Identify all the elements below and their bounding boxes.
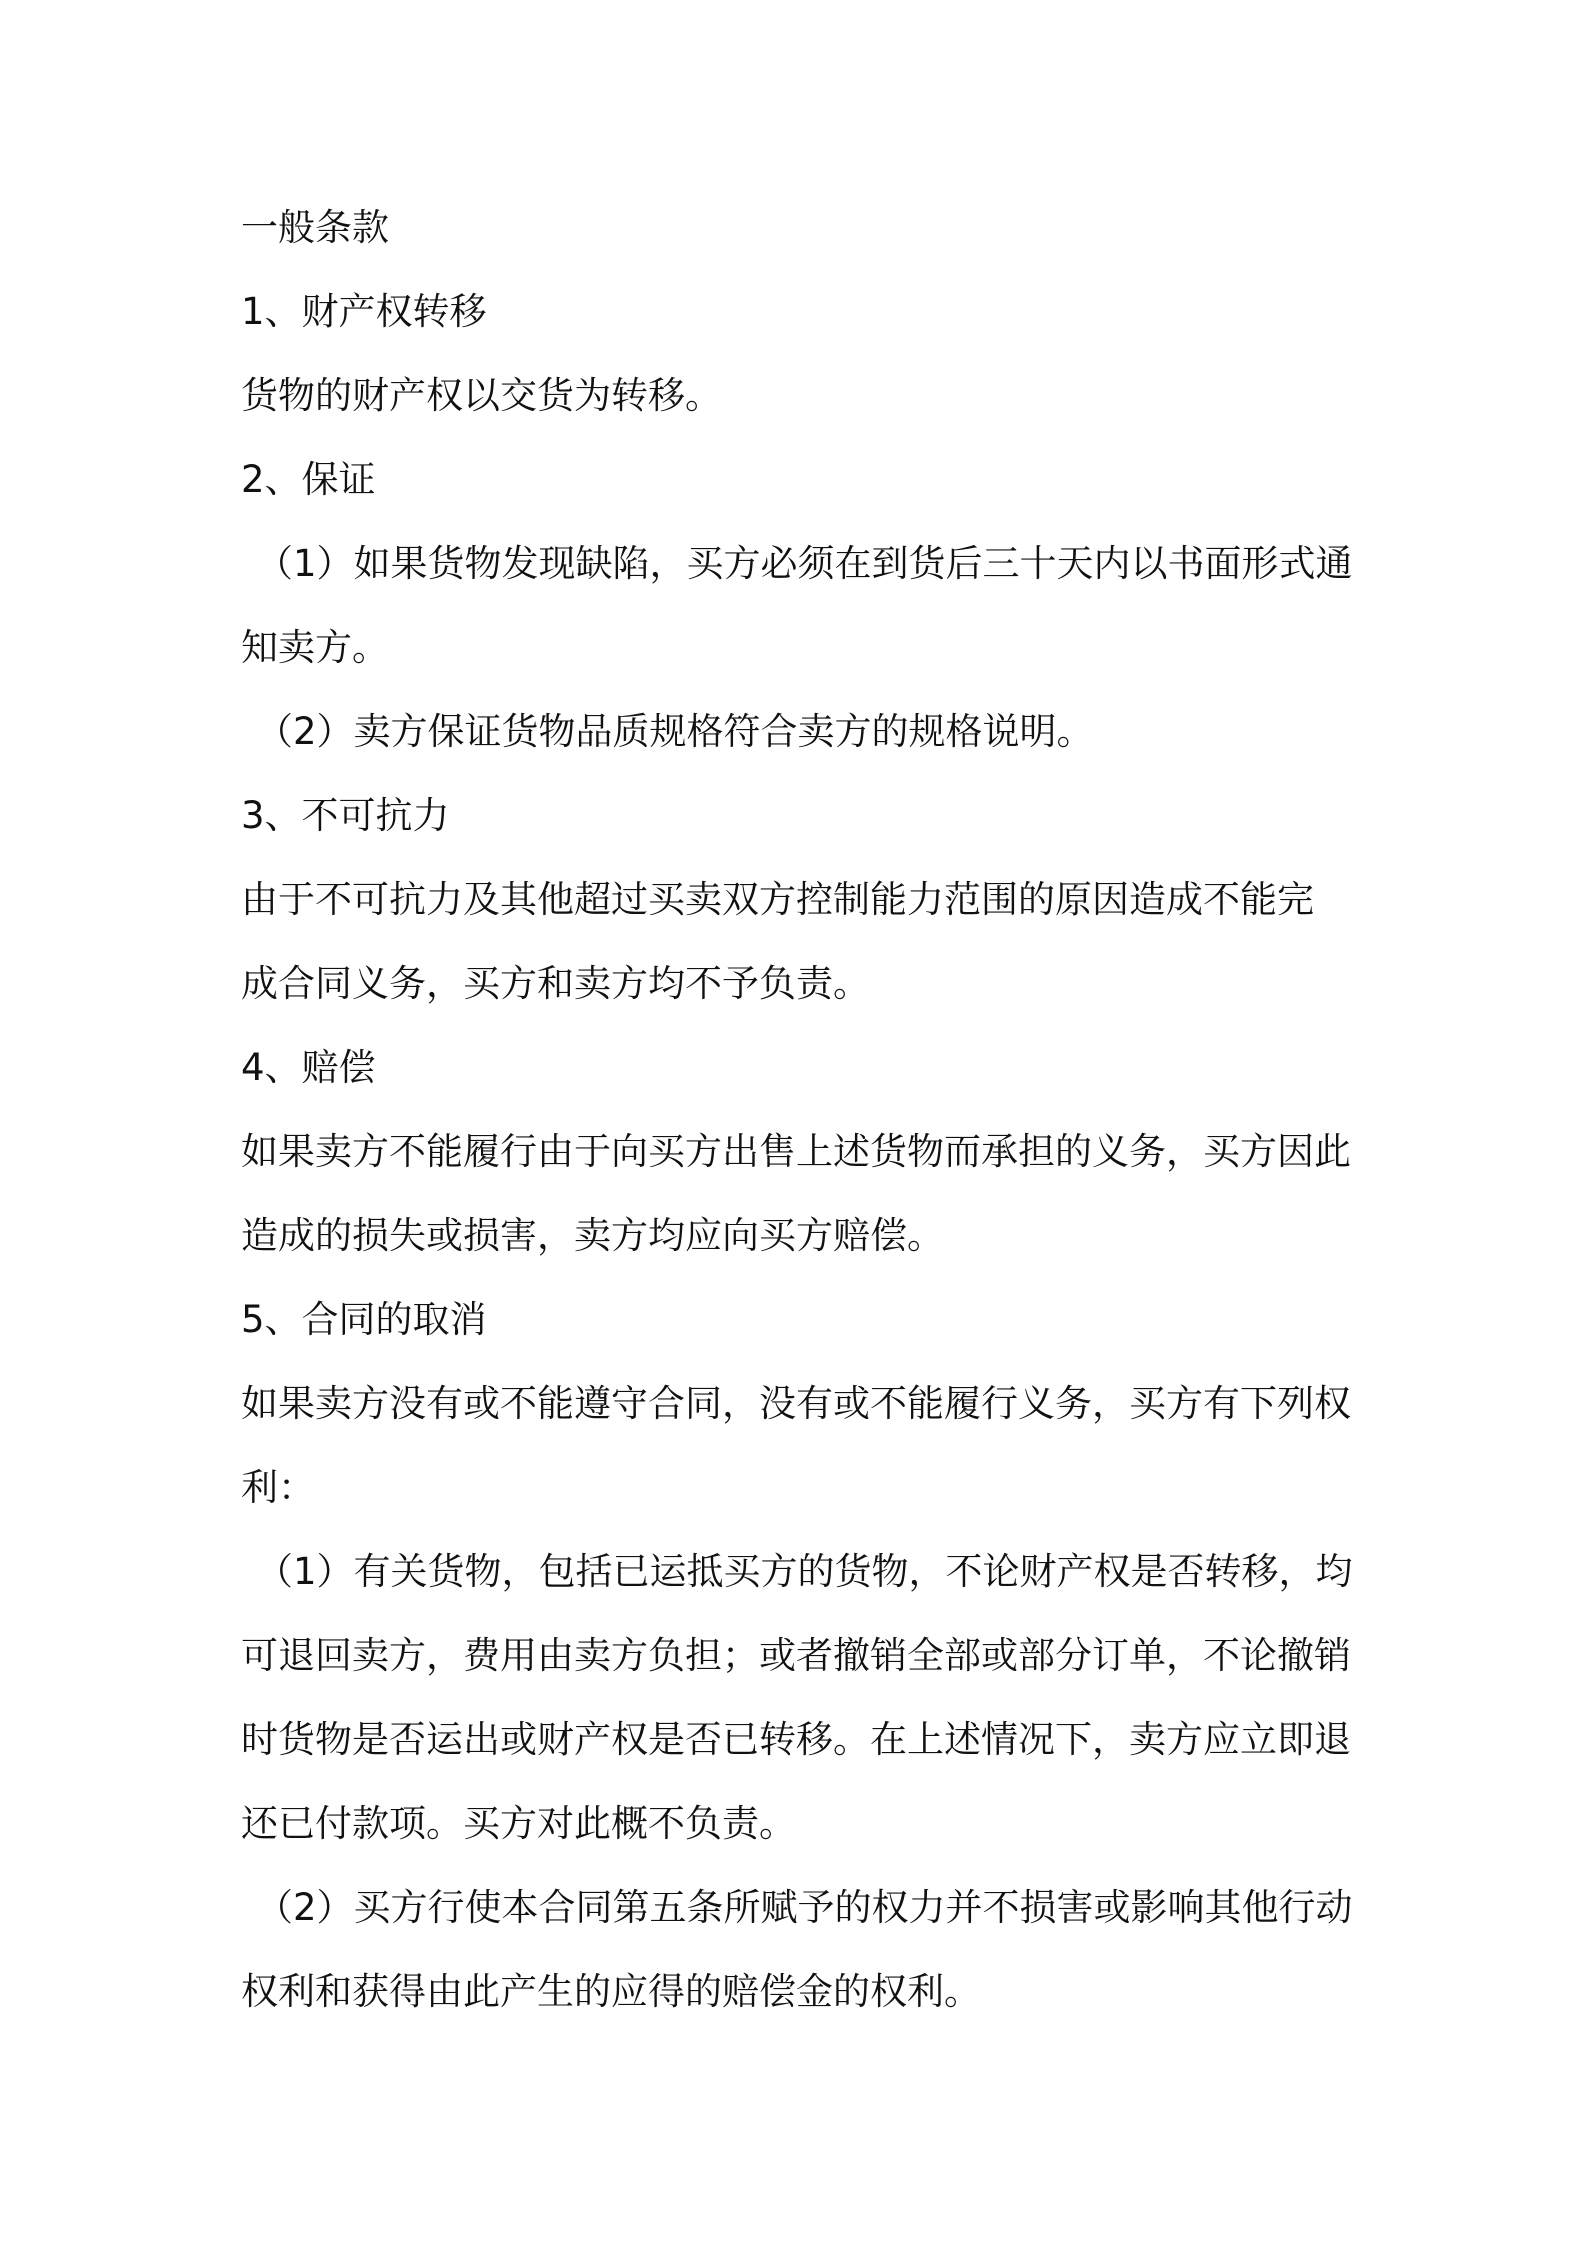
paragraph-line: 还已付款项。买方对此概不负责。 — [241, 1802, 796, 1845]
paragraph-line: （2）买方行使本合同第五条所赋予的权力并不损害或影响其他行动 — [256, 1886, 1353, 1929]
paragraph-line: （1）有关货物，包括已运抵买方的货物，不论财产权是否转移，均 — [256, 1550, 1353, 1593]
paragraph-line: 由于不可抗力及其他超过买卖双方控制能力范围的原因造成不能完 — [241, 878, 1314, 921]
paragraph-line: 知卖方。 — [241, 626, 389, 669]
paragraph-line: （1）如果货物发现缺陷，买方必须在到货后三十天内以书面形式通 — [256, 542, 1353, 585]
paragraph-line: 时货物是否运出或财产权是否已转移。在上述情况下，卖方应立即退 — [241, 1718, 1351, 1761]
paragraph-line: 可退回卖方，费用由卖方负担；或者撤销全部或部分订单，不论撤销 — [241, 1634, 1351, 1677]
paragraph-line: 权利和获得由此产生的应得的赔偿金的权利。 — [241, 1970, 981, 2013]
section-heading: 3、不可抗力 — [241, 794, 450, 837]
paragraph-line: 造成的损失或损害，卖方均应向买方赔偿。 — [241, 1214, 944, 1257]
page-title: 一般条款 — [241, 206, 389, 249]
paragraph-line: 利： — [241, 1466, 315, 1509]
paragraph-line: 如果卖方不能履行由于向买方出售上述货物而承担的义务，买方因此 — [241, 1130, 1351, 1173]
paragraph-line: （2）卖方保证货物品质规格符合卖方的规格说明。 — [256, 710, 1094, 753]
section-heading: 4、赔偿 — [241, 1046, 376, 1089]
section-heading: 2、保证 — [241, 458, 376, 501]
paragraph-line: 如果卖方没有或不能遵守合同，没有或不能履行义务，买方有下列权 — [241, 1382, 1351, 1425]
paragraph-line: 货物的财产权以交货为转移。 — [241, 374, 722, 417]
paragraph-line: 成合同义务，买方和卖方均不予负责。 — [241, 962, 870, 1005]
section-heading: 5、合同的取消 — [241, 1298, 487, 1341]
section-heading: 1、财产权转移 — [241, 290, 487, 333]
